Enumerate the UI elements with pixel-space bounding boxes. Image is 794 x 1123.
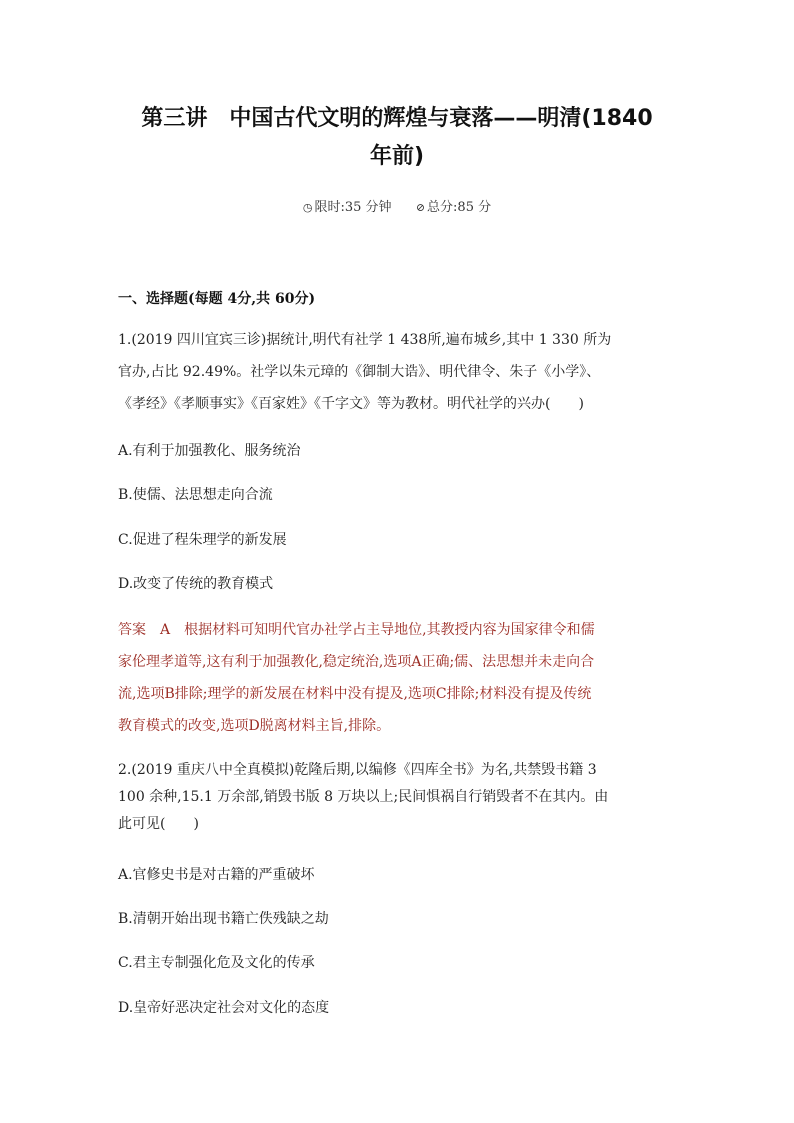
question-1-option-c: C.促进了程朱理学的新发展 [118,532,287,548]
question-1-option-d: D.改变了传统的教育模式 [118,576,274,592]
exam-meta [0,196,794,215]
question-2-line: 此可见( ) [118,816,199,832]
question-1-answer [118,617,678,740]
question-2-option-d: D.皇帝好恶决定社会对文化的态度 [118,1000,330,1016]
answer-line: 流,选项B排除;理学的新发展在材料中没有提及,选项C排除;材料没有提及传统 [118,686,592,702]
clock-icon: ◷ [302,201,313,214]
answer-line: 家伦理孝道等,这有利于加强教化,稳定统治,选项A正确;儒、法思想并未走向合 [118,654,595,670]
answer-line: 教育模式的改变,选项D脱离材料主旨,排除。 [118,718,391,734]
answer-line: 根据材料可知明代官办社学占主导地位,其教授内容为国家律令和儒 [184,622,595,638]
time-limit: 限时:35 分钟 [314,200,392,215]
title-line-1: 第三讲 中国古代文明的辉煌与衰落——明清(1840 [141,106,653,131]
question-2-option-c: C.君主专制强化危及文化的传承 [118,955,315,971]
answer-choice: A [160,622,171,638]
question-2-option-a: A.官修史书是对古籍的严重破坏 [118,867,315,883]
title-line-2: 年前) [369,144,425,169]
question-1-stem [118,327,678,418]
question-1-option-a: A.有利于加强教化、服务统治 [118,443,301,459]
section-heading: 一、选择题(每题 4分,共 60分) [118,291,316,307]
page-title [100,100,694,176]
total-score: 总分:85 分 [427,200,492,215]
question-1-line: 《孝经》《孝顺事实》《百家姓》《千字文》等为教材。明代社学的兴办( ) [118,396,584,412]
check-circle-icon: ⊘ [415,201,426,214]
question-1-option-b: B.使儒、法思想走向合流 [118,487,273,503]
question-1-line: 1.(2019 四川宜宾三诊)据统计,明代有社学 1 438所,遍布城乡,其中 1 330 所为 [118,332,612,348]
question-2-stem [118,757,678,838]
question-2-option-b: B.清朝开始出现书籍亡佚残缺之劫 [118,911,329,927]
answer-label: 答案 [118,622,146,638]
question-2-line: 2.(2019 重庆八中全真模拟)乾隆后期,以编修《四库全书》为名,共禁毁书籍 3 [118,762,597,778]
question-2-line: 100 余种,15.1 万余部,销毁书版 8 万块以上;民间惧祸自行销毁者不在其内。由 [118,789,609,805]
question-1-line: 官办,占比 92.49%。社学以朱元璋的《御制大诰》、明代律令、朱子《小学》、 [118,364,601,380]
